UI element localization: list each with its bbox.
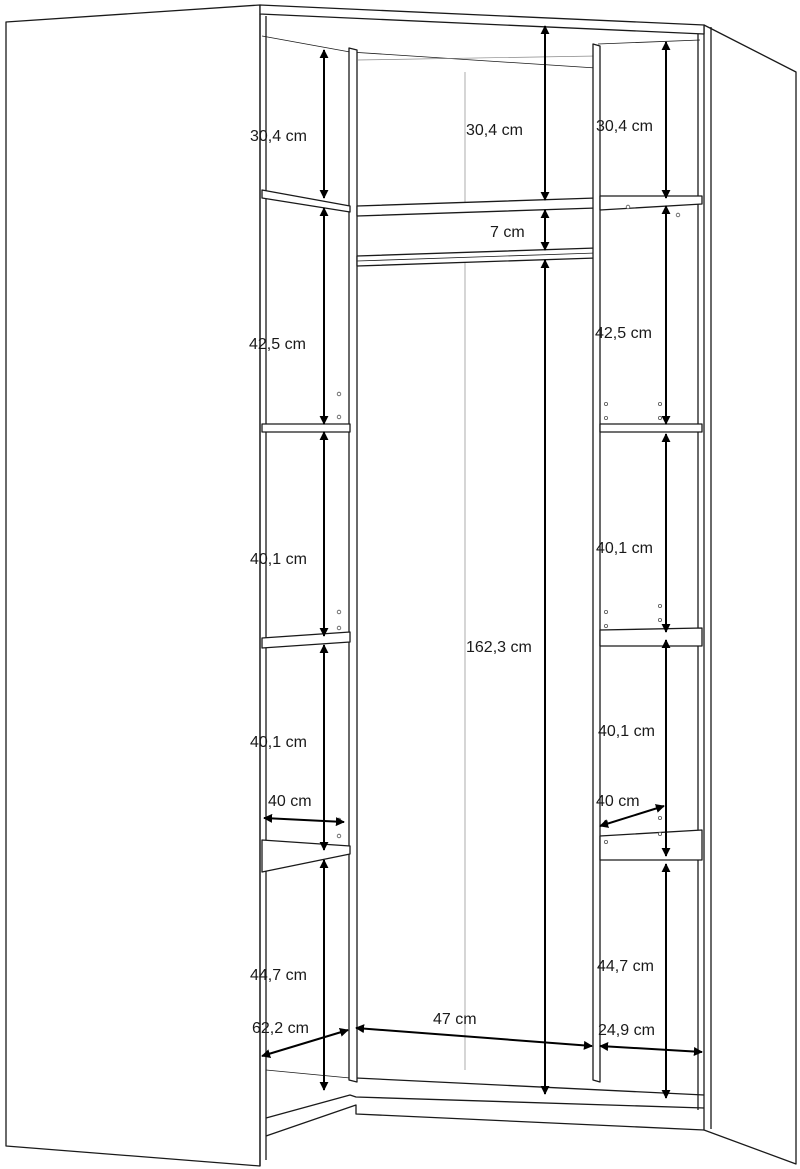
dim-arrow-left-depth xyxy=(264,818,344,822)
label-right-bottom-height: 44,7 cm xyxy=(597,958,654,975)
label-left-shelf-3: 40,1 cm xyxy=(250,551,307,568)
right-side-panel xyxy=(704,25,796,1164)
label-left-shelf-2: 42,5 cm xyxy=(249,336,306,353)
label-right-top-height: 30,4 cm xyxy=(596,118,653,135)
label-left-base-width: 62,2 cm xyxy=(252,1020,309,1037)
label-center-base-width: 47 cm xyxy=(433,1011,477,1028)
dim-arrow-right-base xyxy=(600,1046,702,1052)
label-right-shelf-3: 40,1 cm xyxy=(596,540,653,557)
label-left-shelf-depth: 40 cm xyxy=(268,793,312,810)
label-right-base-width: 24,9 cm xyxy=(598,1022,655,1039)
left-door xyxy=(6,5,260,1166)
label-left-bottom-height: 44,7 cm xyxy=(250,967,307,984)
label-left-top-height: 30,4 cm xyxy=(250,128,307,145)
label-center-top-height: 30,4 cm xyxy=(466,122,523,139)
dimension-arrows xyxy=(262,26,702,1098)
label-right-shelf-4: 40,1 cm xyxy=(598,723,655,740)
label-hanging-height: 162,3 cm xyxy=(466,639,532,656)
label-rail-gap: 7 cm xyxy=(490,224,525,241)
cabinet-carcass xyxy=(260,5,704,1166)
center-hanging-section xyxy=(357,198,596,266)
right-shelf-tower xyxy=(593,44,702,1082)
label-right-shelf-2: 42,5 cm xyxy=(595,325,652,342)
label-right-shelf-depth: 40 cm xyxy=(596,793,640,810)
label-left-shelf-4: 40,1 cm xyxy=(250,734,307,751)
dim-arrow-center-base xyxy=(356,1028,592,1046)
